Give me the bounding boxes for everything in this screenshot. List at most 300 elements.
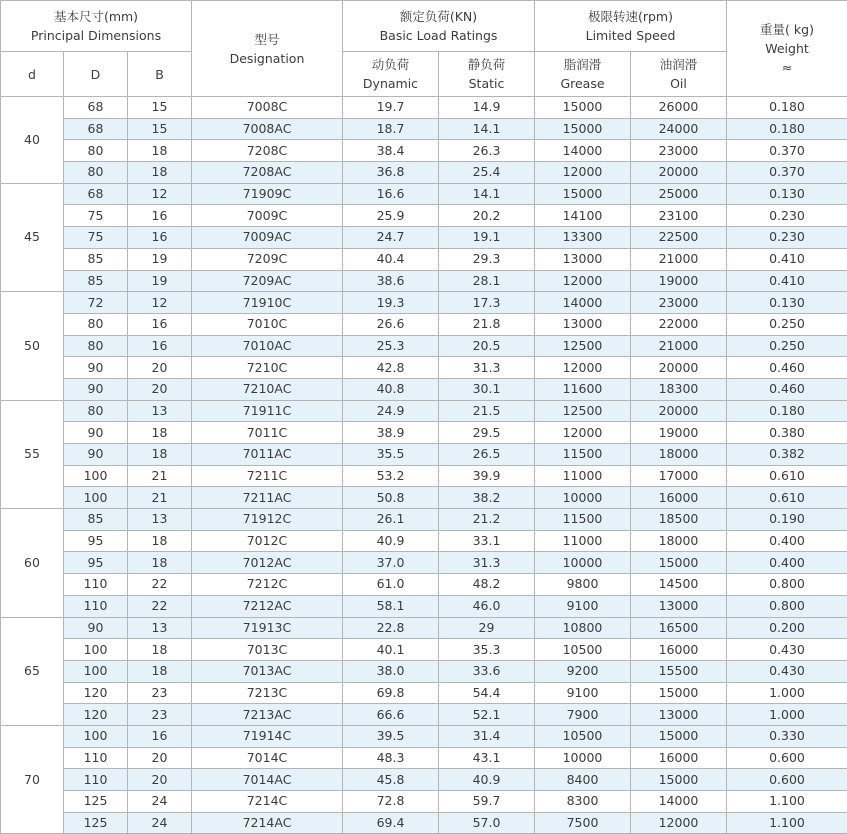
cell-grease: 15000: [535, 118, 631, 140]
cell-d: 85: [64, 248, 128, 270]
cell-static: 20.2: [439, 205, 535, 227]
cell-weight: 0.180: [727, 97, 847, 119]
header-principal-dimensions: [1, 1, 192, 52]
cell-static: 59.7: [439, 791, 535, 813]
cell-static: 39.9: [439, 465, 535, 487]
header-load-ratings: [343, 1, 535, 52]
cell-d: 68: [64, 118, 128, 140]
cell-static: 29: [439, 617, 535, 639]
cell-grease: 8300: [535, 791, 631, 813]
cell-oil: 15500: [631, 660, 727, 682]
cell-dynamic: 25.9: [343, 205, 439, 227]
cell-oil: 19000: [631, 422, 727, 444]
table-row: [1, 313, 847, 335]
cell-d: 120: [64, 704, 128, 726]
bore-diameter-cell: 70: [1, 725, 64, 833]
bore-diameter-cell: 45: [1, 183, 64, 291]
cell-designation: 71913C: [192, 617, 343, 639]
cell-oil: 15000: [631, 552, 727, 574]
cell-grease: 11000: [535, 465, 631, 487]
cell-oil: 16000: [631, 747, 727, 769]
header-static-cn: 静负荷: [439, 55, 534, 74]
table-row: [1, 205, 847, 227]
cell-weight: 0.130: [727, 292, 847, 314]
cell-dynamic: 19.3: [343, 292, 439, 314]
cell-oil: 22500: [631, 227, 727, 249]
cell-oil: 16500: [631, 617, 727, 639]
cell-designation: 7009AC: [192, 227, 343, 249]
cell-oil: 19000: [631, 270, 727, 292]
cell-d: 90: [64, 617, 128, 639]
cell-b: 20: [128, 378, 192, 400]
header-d: d: [1, 52, 64, 97]
cell-designation: 7208C: [192, 140, 343, 162]
cell-static: 52.1: [439, 704, 535, 726]
cell-grease: 12500: [535, 400, 631, 422]
cell-static: 14.1: [439, 118, 535, 140]
header-designation-en: Designation: [192, 49, 342, 68]
cell-b: 20: [128, 747, 192, 769]
cell-dynamic: 19.7: [343, 97, 439, 119]
cell-b: 13: [128, 509, 192, 531]
table-row: [1, 639, 847, 661]
cell-d: 90: [64, 357, 128, 379]
cell-designation: 7012AC: [192, 552, 343, 574]
cell-grease: 7500: [535, 812, 631, 834]
cell-b: 22: [128, 574, 192, 596]
cell-oil: 16000: [631, 487, 727, 509]
cell-designation: 7213C: [192, 682, 343, 704]
cell-b: 16: [128, 335, 192, 357]
table-row: [1, 335, 847, 357]
cell-oil: 18000: [631, 444, 727, 466]
cell-d: 100: [64, 725, 128, 747]
cell-b: 15: [128, 97, 192, 119]
cell-static: 28.1: [439, 270, 535, 292]
cell-weight: 0.330: [727, 725, 847, 747]
cell-oil: 20000: [631, 162, 727, 184]
table-row: [1, 378, 847, 400]
cell-b: 16: [128, 313, 192, 335]
cell-grease: 14000: [535, 140, 631, 162]
cell-weight: 1.100: [727, 791, 847, 813]
cell-static: 25.4: [439, 162, 535, 184]
cell-weight: 0.430: [727, 639, 847, 661]
cell-weight: 0.230: [727, 227, 847, 249]
table-body: [1, 97, 847, 834]
cell-designation: 7009C: [192, 205, 343, 227]
table-row: [1, 400, 847, 422]
cell-oil: 22000: [631, 313, 727, 335]
cell-grease: 13300: [535, 227, 631, 249]
cell-designation: 7211AC: [192, 487, 343, 509]
table-row: [1, 465, 847, 487]
cell-grease: 12000: [535, 422, 631, 444]
cell-b: 18: [128, 444, 192, 466]
header-oil: [631, 52, 727, 97]
cell-b: 15: [128, 118, 192, 140]
cell-d: 110: [64, 747, 128, 769]
cell-d: 125: [64, 791, 128, 813]
cell-dynamic: 38.6: [343, 270, 439, 292]
cell-weight: 0.600: [727, 747, 847, 769]
cell-oil: 23000: [631, 292, 727, 314]
cell-b: 18: [128, 162, 192, 184]
cell-b: 18: [128, 530, 192, 552]
cell-dynamic: 35.5: [343, 444, 439, 466]
cell-grease: 10500: [535, 639, 631, 661]
header-dynamic: [343, 52, 439, 97]
table-row: [1, 422, 847, 444]
header-principal-cn: 基本尺寸(mm): [1, 7, 191, 26]
cell-weight: 0.410: [727, 248, 847, 270]
cell-dynamic: 39.5: [343, 725, 439, 747]
cell-dynamic: 40.8: [343, 378, 439, 400]
table-row: [1, 812, 847, 834]
cell-designation: 7212AC: [192, 595, 343, 617]
cell-static: 30.1: [439, 378, 535, 400]
cell-b: 19: [128, 270, 192, 292]
cell-dynamic: 50.8: [343, 487, 439, 509]
cell-static: 17.3: [439, 292, 535, 314]
cell-static: 35.3: [439, 639, 535, 661]
table-row: [1, 140, 847, 162]
cell-d: 68: [64, 183, 128, 205]
cell-oil: 15000: [631, 769, 727, 791]
cell-weight: 0.460: [727, 357, 847, 379]
table-row: [1, 227, 847, 249]
cell-dynamic: 40.4: [343, 248, 439, 270]
table-row: [1, 617, 847, 639]
cell-grease: 10000: [535, 747, 631, 769]
cell-weight: 0.800: [727, 574, 847, 596]
cell-static: 48.2: [439, 574, 535, 596]
cell-grease: 8400: [535, 769, 631, 791]
cell-static: 31.4: [439, 725, 535, 747]
cell-static: 26.5: [439, 444, 535, 466]
cell-grease: 10000: [535, 552, 631, 574]
cell-static: 43.1: [439, 747, 535, 769]
cell-d: 75: [64, 205, 128, 227]
cell-dynamic: 69.8: [343, 682, 439, 704]
cell-static: 14.9: [439, 97, 535, 119]
cell-dynamic: 40.9: [343, 530, 439, 552]
cell-weight: 1.000: [727, 682, 847, 704]
cell-b: 18: [128, 552, 192, 574]
cell-grease: 14000: [535, 292, 631, 314]
cell-static: 14.1: [439, 183, 535, 205]
cell-dynamic: 22.8: [343, 617, 439, 639]
header-dynamic-cn: 动负荷: [343, 55, 438, 74]
cell-b: 12: [128, 292, 192, 314]
cell-designation: 7014C: [192, 747, 343, 769]
cell-oil: 23100: [631, 205, 727, 227]
cell-dynamic: 45.8: [343, 769, 439, 791]
cell-weight: 0.382: [727, 444, 847, 466]
header-speed-cn: 极限转速(rpm): [535, 7, 726, 26]
table-row: [1, 97, 847, 119]
cell-designation: 7210C: [192, 357, 343, 379]
table-row: [1, 704, 847, 726]
cell-designation: 71910C: [192, 292, 343, 314]
cell-designation: 7014AC: [192, 769, 343, 791]
bore-diameter-cell: 50: [1, 292, 64, 400]
table-row: [1, 270, 847, 292]
cell-weight: 0.250: [727, 313, 847, 335]
cell-b: 24: [128, 791, 192, 813]
header-load-en: Basic Load Ratings: [343, 26, 534, 45]
cell-b: 13: [128, 400, 192, 422]
table-row: [1, 769, 847, 791]
cell-static: 21.5: [439, 400, 535, 422]
cell-dynamic: 38.4: [343, 140, 439, 162]
cell-oil: 15000: [631, 725, 727, 747]
cell-weight: 1.100: [727, 812, 847, 834]
cell-oil: 18300: [631, 378, 727, 400]
cell-grease: 13000: [535, 313, 631, 335]
cell-static: 54.4: [439, 682, 535, 704]
cell-designation: 7210AC: [192, 378, 343, 400]
cell-dynamic: 16.6: [343, 183, 439, 205]
cell-weight: 0.180: [727, 400, 847, 422]
cell-d: 80: [64, 140, 128, 162]
cell-grease: 12000: [535, 270, 631, 292]
header-weight-en: Weight: [727, 39, 847, 58]
cell-d: 80: [64, 313, 128, 335]
table-row: [1, 552, 847, 574]
cell-oil: 20000: [631, 357, 727, 379]
cell-b: 13: [128, 617, 192, 639]
cell-grease: 9100: [535, 595, 631, 617]
cell-designation: 7213AC: [192, 704, 343, 726]
cell-grease: 12000: [535, 162, 631, 184]
cell-oil: 16000: [631, 639, 727, 661]
cell-static: 29.5: [439, 422, 535, 444]
table-row: [1, 248, 847, 270]
cell-weight: 0.130: [727, 183, 847, 205]
cell-b: 22: [128, 595, 192, 617]
cell-oil: 24000: [631, 118, 727, 140]
cell-dynamic: 69.4: [343, 812, 439, 834]
header-D: D: [64, 52, 128, 97]
cell-d: 110: [64, 769, 128, 791]
cell-dynamic: 24.9: [343, 400, 439, 422]
cell-designation: 7211C: [192, 465, 343, 487]
bore-diameter-cell: 60: [1, 509, 64, 617]
cell-weight: 0.230: [727, 205, 847, 227]
header-grease-cn: 脂润滑: [535, 55, 630, 74]
cell-b: 18: [128, 140, 192, 162]
cell-designation: 7209C: [192, 248, 343, 270]
cell-dynamic: 58.1: [343, 595, 439, 617]
cell-designation: 71912C: [192, 509, 343, 531]
cell-designation: 7208AC: [192, 162, 343, 184]
cell-oil: 13000: [631, 595, 727, 617]
cell-dynamic: 53.2: [343, 465, 439, 487]
cell-dynamic: 37.0: [343, 552, 439, 574]
cell-weight: 0.410: [727, 270, 847, 292]
header-weight-cn: 重量( kg): [727, 20, 847, 39]
cell-static: 26.3: [439, 140, 535, 162]
cell-d: 68: [64, 97, 128, 119]
cell-weight: 0.250: [727, 335, 847, 357]
table-row: [1, 509, 847, 531]
header-grease: [535, 52, 631, 97]
cell-grease: 11500: [535, 444, 631, 466]
header-speed-en: Limited Speed: [535, 26, 726, 45]
cell-oil: 21000: [631, 335, 727, 357]
table-row: [1, 791, 847, 813]
cell-oil: 18000: [631, 530, 727, 552]
cell-d: 85: [64, 509, 128, 531]
cell-dynamic: 26.6: [343, 313, 439, 335]
cell-static: 31.3: [439, 552, 535, 574]
header-dynamic-en: Dynamic: [343, 74, 438, 93]
table-row: [1, 292, 847, 314]
cell-weight: 0.600: [727, 769, 847, 791]
cell-weight: 0.370: [727, 140, 847, 162]
cell-static: 38.2: [439, 487, 535, 509]
cell-static: 57.0: [439, 812, 535, 834]
header-principal-en: Principal Dimensions: [1, 26, 191, 45]
cell-d: 100: [64, 465, 128, 487]
cell-grease: 12500: [535, 335, 631, 357]
cell-weight: 0.800: [727, 595, 847, 617]
cell-dynamic: 24.7: [343, 227, 439, 249]
header-B: B: [128, 52, 192, 97]
cell-static: 31.3: [439, 357, 535, 379]
cell-static: 21.8: [439, 313, 535, 335]
cell-designation: 7010AC: [192, 335, 343, 357]
cell-static: 29.3: [439, 248, 535, 270]
cell-designation: 7011AC: [192, 444, 343, 466]
cell-b: 19: [128, 248, 192, 270]
cell-b: 23: [128, 682, 192, 704]
cell-weight: 0.200: [727, 617, 847, 639]
cell-d: 90: [64, 378, 128, 400]
cell-grease: 15000: [535, 97, 631, 119]
cell-designation: 71909C: [192, 183, 343, 205]
table-row: [1, 725, 847, 747]
cell-oil: 12000: [631, 812, 727, 834]
cell-b: 18: [128, 422, 192, 444]
header-static-en: Static: [439, 74, 534, 93]
cell-d: 80: [64, 400, 128, 422]
cell-grease: 10000: [535, 487, 631, 509]
cell-static: 20.5: [439, 335, 535, 357]
cell-dynamic: 25.3: [343, 335, 439, 357]
table-row: [1, 487, 847, 509]
cell-grease: 14100: [535, 205, 631, 227]
cell-designation: 71911C: [192, 400, 343, 422]
cell-grease: 12000: [535, 357, 631, 379]
cell-d: 85: [64, 270, 128, 292]
header-oil-cn: 油润滑: [631, 55, 726, 74]
cell-weight: 0.610: [727, 465, 847, 487]
cell-static: 21.2: [439, 509, 535, 531]
cell-d: 120: [64, 682, 128, 704]
cell-weight: 0.430: [727, 660, 847, 682]
cell-grease: 9100: [535, 682, 631, 704]
cell-static: 40.9: [439, 769, 535, 791]
cell-dynamic: 66.6: [343, 704, 439, 726]
header-designation: [192, 1, 343, 97]
table-row: [1, 444, 847, 466]
bore-diameter-cell: 65: [1, 617, 64, 725]
cell-grease: 11000: [535, 530, 631, 552]
table-header: [1, 1, 847, 97]
cell-d: 95: [64, 530, 128, 552]
header-static: [439, 52, 535, 97]
cell-designation: 7209AC: [192, 270, 343, 292]
cell-dynamic: 40.1: [343, 639, 439, 661]
header-oil-en: Oil: [631, 74, 726, 93]
cell-static: 33.6: [439, 660, 535, 682]
cell-dynamic: 72.8: [343, 791, 439, 813]
cell-d: 72: [64, 292, 128, 314]
cell-d: 80: [64, 162, 128, 184]
table-row: [1, 183, 847, 205]
cell-b: 23: [128, 704, 192, 726]
cell-oil: 25000: [631, 183, 727, 205]
table-row: [1, 747, 847, 769]
cell-weight: 0.460: [727, 378, 847, 400]
table-row: [1, 660, 847, 682]
cell-designation: 7013C: [192, 639, 343, 661]
cell-designation: 7212C: [192, 574, 343, 596]
cell-designation: 7008C: [192, 97, 343, 119]
cell-d: 75: [64, 227, 128, 249]
cell-designation: 7214C: [192, 791, 343, 813]
cell-weight: 0.400: [727, 552, 847, 574]
cell-d: 100: [64, 639, 128, 661]
cell-designation: 71914C: [192, 725, 343, 747]
cell-weight: 0.370: [727, 162, 847, 184]
cell-b: 20: [128, 769, 192, 791]
table-row: [1, 357, 847, 379]
cell-designation: 7013AC: [192, 660, 343, 682]
header-grease-en: Grease: [535, 74, 630, 93]
cell-b: 16: [128, 205, 192, 227]
cell-b: 12: [128, 183, 192, 205]
cell-grease: 9200: [535, 660, 631, 682]
cell-b: 16: [128, 227, 192, 249]
cell-grease: 10500: [535, 725, 631, 747]
bore-diameter-cell: 55: [1, 400, 64, 508]
cell-grease: 7900: [535, 704, 631, 726]
table-row: [1, 574, 847, 596]
cell-oil: 26000: [631, 97, 727, 119]
cell-dynamic: 48.3: [343, 747, 439, 769]
table-row: [1, 118, 847, 140]
table-row: [1, 530, 847, 552]
cell-designation: 7010C: [192, 313, 343, 335]
header-designation-cn: 型号: [192, 30, 342, 49]
cell-oil: 13000: [631, 704, 727, 726]
cell-weight: 0.380: [727, 422, 847, 444]
cell-dynamic: 61.0: [343, 574, 439, 596]
cell-b: 20: [128, 357, 192, 379]
cell-designation: 7008AC: [192, 118, 343, 140]
header-weight: [727, 1, 847, 97]
cell-grease: 9800: [535, 574, 631, 596]
cell-b: 24: [128, 812, 192, 834]
cell-b: 21: [128, 465, 192, 487]
table-row: [1, 595, 847, 617]
cell-weight: 0.610: [727, 487, 847, 509]
cell-d: 110: [64, 574, 128, 596]
cell-static: 33.1: [439, 530, 535, 552]
